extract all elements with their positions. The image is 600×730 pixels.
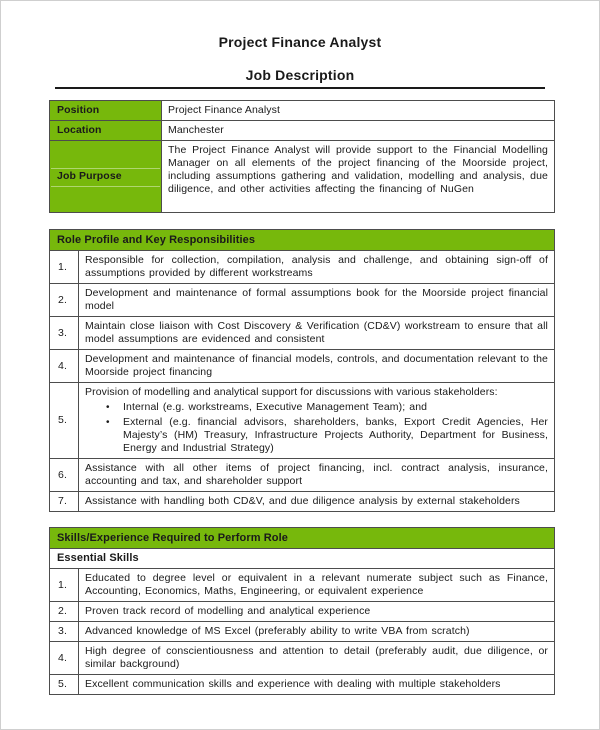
responsibility-number: 3. xyxy=(50,317,79,350)
skill-text: Proven track record of modelling and analytical experience xyxy=(79,602,555,622)
bullet-item xyxy=(85,401,548,414)
responsibility-row-with-bullets xyxy=(50,383,555,459)
table-row-position xyxy=(50,101,555,121)
essential-skills-subheader xyxy=(50,549,555,569)
table-row-location xyxy=(50,121,555,141)
skill-text: High degree of conscientiousness and attention to detail (preferably audit, due diligence, or similar background) xyxy=(79,642,555,675)
skill-row xyxy=(50,642,555,675)
responsibility-text xyxy=(79,383,555,459)
bullet-list-intro: Provision of modelling and analytical support for discussions with various stakeholders: xyxy=(85,386,498,398)
responsibility-row xyxy=(50,284,555,317)
responsibility-row xyxy=(50,317,555,350)
title-divider xyxy=(55,87,545,89)
responsibility-number: 4. xyxy=(50,350,79,383)
job-purpose-label: Job Purpose xyxy=(50,141,162,213)
role-profile-header-text: Role Profile and Key Responsibilities xyxy=(50,230,555,251)
bullet-text: Internal (e.g. workstreams, Executive Management Team); and xyxy=(123,401,428,413)
role-profile-section-header xyxy=(50,230,555,251)
role-profile-table xyxy=(49,229,555,512)
skill-number: 3. xyxy=(50,622,79,642)
essential-skills-text: Essential Skills xyxy=(50,549,555,569)
bullet-item xyxy=(85,416,548,455)
responsibility-text: Assistance with handling both CD&V, and due diligence analysis by external stakeholders xyxy=(79,492,555,512)
responsibility-number: 2. xyxy=(50,284,79,317)
responsibility-row xyxy=(50,251,555,284)
responsibility-number: 1. xyxy=(50,251,79,284)
skill-number: 5. xyxy=(50,675,79,695)
location-label: Location xyxy=(50,121,162,141)
bullet-text: External (e.g. financial advisors, shareholders, banks, Export Credit Agencies, Her Majesty’s (HM) Treasury, Infrastructure Projects Authority, Department for Business, Energy and Industrial Strategy) xyxy=(123,416,548,454)
skill-text: Excellent communication skills and experience with dealing with multiple stakeholders xyxy=(79,675,555,695)
page-title: Project Finance Analyst xyxy=(218,34,382,50)
responsibility-number: 6. xyxy=(50,459,79,492)
job-info-table xyxy=(49,100,555,213)
skills-table xyxy=(49,527,555,695)
responsibility-text: Assistance with all other items of project financing, incl. contract analysis, insurance, accounting and tax, and shareholder support xyxy=(79,459,555,492)
skill-row xyxy=(50,602,555,622)
bullet-icon: • xyxy=(106,402,110,413)
skill-row xyxy=(50,569,555,602)
responsibility-number: 5. xyxy=(50,383,79,459)
skill-row xyxy=(50,622,555,642)
skill-text: Educated to degree level or equivalent in a relevant numerate subject such as Finance, Accounting, Economics, Maths, Engineering, or equivalent experience xyxy=(79,569,555,602)
page-subtitle: Job Description xyxy=(245,67,355,83)
skill-number: 4. xyxy=(50,642,79,675)
responsibility-number: 7. xyxy=(50,492,79,512)
responsibility-text: Responsible for collection, compilation, analysis and challenge, and obtaining sign-off of assumptions provided by different workstreams xyxy=(79,251,555,284)
position-value: Project Finance Analyst xyxy=(162,101,555,121)
skills-header-text: Skills/Experience Required to Perform Role xyxy=(50,528,555,549)
responsibility-row xyxy=(50,459,555,492)
responsibility-row xyxy=(50,350,555,383)
skill-number: 2. xyxy=(50,602,79,622)
skill-row xyxy=(50,675,555,695)
skills-section-header xyxy=(50,528,555,549)
skill-text: Advanced knowledge of MS Excel (preferably ability to write VBA from scratch) xyxy=(79,622,555,642)
responsibility-text: Maintain close liaison with Cost Discovery & Verification (CD&V) workstream to ensure that all model assumptions are evidenced and consistent xyxy=(79,317,555,350)
table-row-job-purpose xyxy=(50,141,555,213)
responsibility-text: Development and maintenance of financial models, controls, and documentation relevant to the Moorside project financing xyxy=(79,350,555,383)
skill-number: 1. xyxy=(50,569,79,602)
job-purpose-value: The Project Finance Analyst will provide support to the Financial Modelling Manager on all elements of the project financing of the Moorside project, including assumptions gathering and validation, modelling and analysis, due diligence, and other activities affecting the financing of NuGen xyxy=(162,141,555,213)
location-value: Manchester xyxy=(162,121,555,141)
position-label: Position xyxy=(50,101,162,121)
responsibility-text: Development and maintenance of formal assumptions book for the Moorside project financial model xyxy=(79,284,555,317)
bullet-icon: • xyxy=(106,417,110,428)
responsibility-row xyxy=(50,492,555,512)
